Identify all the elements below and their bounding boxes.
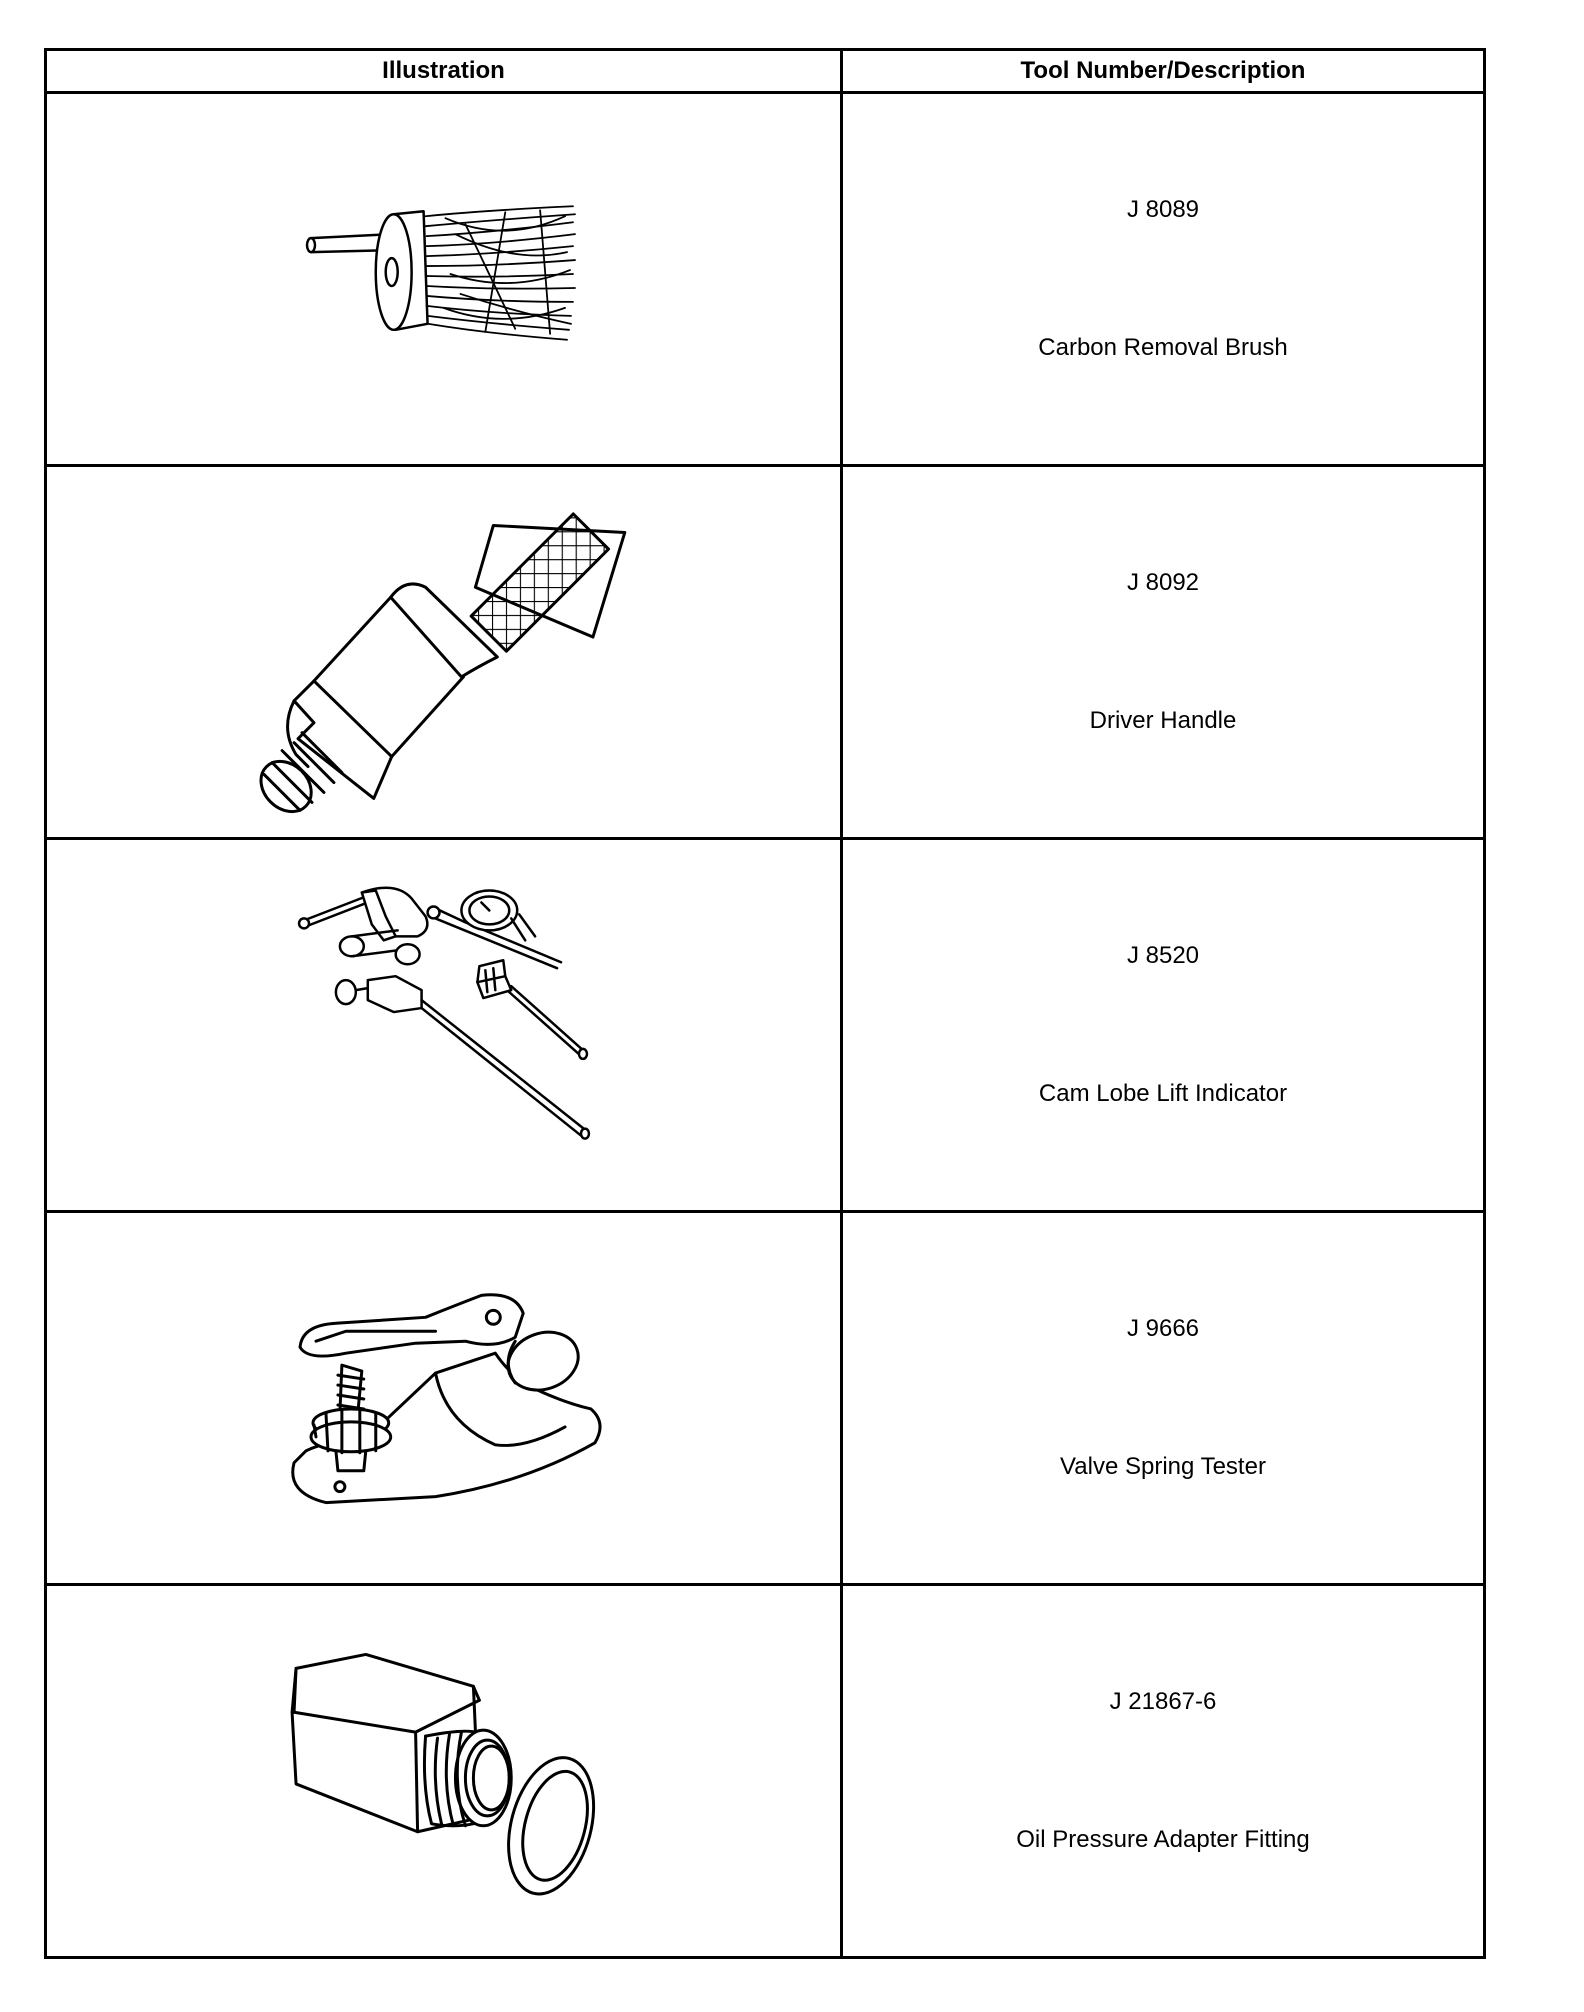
- tool-number: J 9666: [1126, 1315, 1200, 1342]
- description-cell: [842, 1585, 1485, 1958]
- header-illustration: Illustration: [46, 50, 842, 93]
- table-row: [46, 1212, 1485, 1585]
- cam-lobe-lift-indicator-icon: [47, 840, 840, 1210]
- illustration-cell: [46, 839, 842, 1212]
- tool-description: Driver Handle: [1089, 707, 1237, 734]
- tool-number: J 8520: [1126, 942, 1200, 969]
- table-row: [46, 93, 1485, 466]
- oil-pressure-adapter-fitting-icon: [47, 1586, 840, 1956]
- tool-description: Cam Lobe Lift Indicator: [1038, 1080, 1288, 1107]
- header-tool-number-description: Tool Number/Description: [842, 50, 1485, 93]
- tool-description: Valve Spring Tester: [1060, 1453, 1266, 1480]
- illustration-cell: [46, 1585, 842, 1958]
- special-tools-table: [44, 48, 1486, 1959]
- description-cell: [842, 466, 1485, 839]
- description-cell: [842, 839, 1485, 1212]
- tool-number: J 8092: [1126, 569, 1200, 596]
- valve-spring-tester-icon: [47, 1213, 840, 1583]
- tool-description: Carbon Removal Brush: [1038, 334, 1288, 361]
- illustration-cell: [46, 93, 842, 466]
- tool-number: J 21867-6: [1109, 1688, 1217, 1715]
- tool-description: Oil Pressure Adapter Fitting: [1016, 1826, 1310, 1853]
- tool-number: J 8089: [1126, 196, 1200, 223]
- table-row: [46, 1585, 1485, 1958]
- table-row: [46, 839, 1485, 1212]
- table-row: [46, 466, 1485, 839]
- description-cell: [842, 93, 1485, 466]
- illustration-cell: [46, 466, 842, 839]
- carbon-removal-brush-icon: [47, 94, 840, 464]
- description-cell: [842, 1212, 1485, 1585]
- illustration-cell: [46, 1212, 842, 1585]
- table-header-row: [46, 50, 1485, 93]
- driver-handle-icon: [47, 467, 840, 837]
